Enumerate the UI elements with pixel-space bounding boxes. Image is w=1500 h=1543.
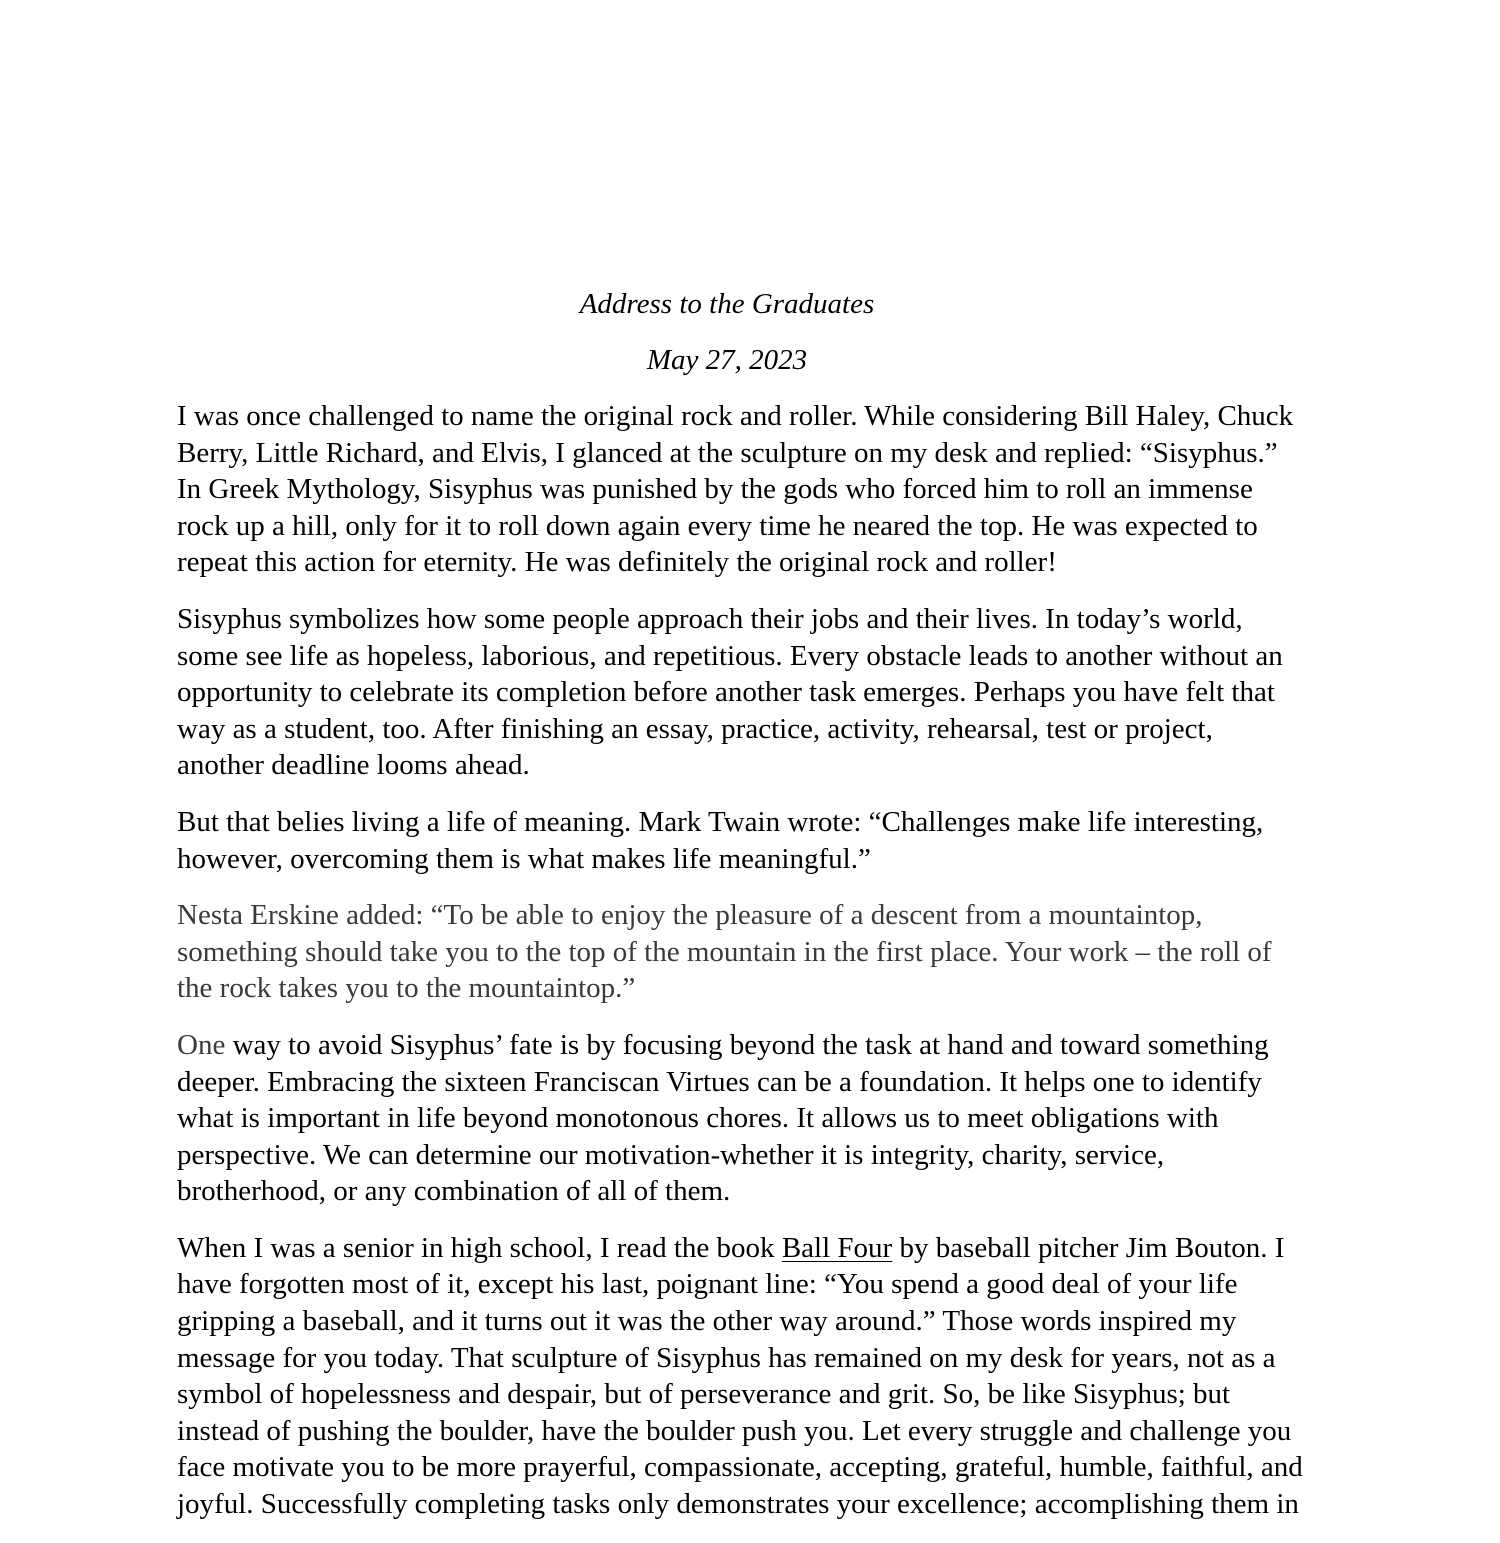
paragraph-rock-and-roller [177,398,1327,581]
text-line: But that belies living a life of meaning. Mark Twain wrote: “Challenges make life interesting, [177,805,1264,838]
text-line: brotherhood, or any combination of all of them. [177,1175,731,1208]
text-line: face motivate you to be more prayerful, compassionate, accepting, grateful, humble, faithful, and [177,1451,1303,1484]
text-line: Berry, Little Richard, and Elvis, I glanced at the sculpture on my desk and replied: “Sisyphus.” [177,436,1278,469]
text-line: however, overcoming them is what makes life meaningful.” [177,842,871,875]
text-line: instead of pushing the boulder, have the boulder push you. Let every struggle and challenge you [177,1414,1292,1447]
text-line: another deadline looms ahead. [177,749,530,782]
text-line: what is important in life beyond monotonous chores. It allows us to meet obligations with [177,1102,1219,1135]
text-line: joyful. Successfully completing tasks only demonstrates your excellence; accomplishing them in [177,1488,1299,1521]
text-line: perspective. We can determine our motivation-whether it is integrity, charity, service, [177,1138,1165,1171]
text-line: deeper. Embracing the sixteen Franciscan Virtues can be a foundation. It helps one to identify [177,1065,1262,1098]
book-title: Ball Four [781,1231,893,1264]
text-line: way as a student, too. After finishing an essay, practice, activity, rehearsal, test or project, [177,712,1213,745]
paragraph-ball-four [177,1230,1327,1523]
text-line: opportunity to celebrate its completion before another task emerges. Perhaps you have felt that [177,676,1275,709]
paragraph-nesta-erskine [177,897,1327,1007]
paragraph-franciscan-virtues [177,1027,1327,1210]
text-line: something should take you to the top of the mountain in the first place. Your work – the roll of [177,935,1272,968]
text-line [177,1230,1327,1267]
text-span: When I was a senior in high school, I read the book [177,1231,782,1264]
paragraph-mark-twain [177,804,1327,877]
text-span: way to avoid Sisyphus’ fate is by focusing beyond the task at hand and toward something [225,1028,1269,1061]
text-line: I was once challenged to name the original rock and roller. While considering Bill Haley, Chuck [177,400,1294,432]
text-line: rock up a hill, only for it to roll down again every time he neared the top. He was expected to [177,509,1258,542]
text-line: Nesta Erskine added: “To be able to enjoy the pleasure of a descent from a mountaintop, [177,899,1203,932]
text-line: Sisyphus symbolizes how some people approach their jobs and their lives. In today’s world, [177,602,1243,635]
text-line: have forgotten most of it, except his last, poignant line: “You spend a good deal of your life [177,1268,1238,1301]
text-line: repeat this action for eternity. He was definitely the original rock and roller! [177,546,1057,579]
text-line: some see life as hopeless, laborious, and repetitious. Every obstacle leads to another without an [177,639,1283,672]
text-span: by baseball pitcher Jim Bouton. I [892,1231,1285,1264]
text-line: gripping a baseball, and it turns out it was the other way around.” Those words inspired my [177,1305,1237,1338]
document-page [177,286,1327,1543]
text-line [177,1027,1327,1064]
document-date: May 27, 2023 [646,344,808,376]
text-line: message for you today. That sculpture of Sisyphus has remained on my desk for years, not as a [177,1341,1276,1374]
text-line: symbol of hopelessness and despair, but of perseverance and grit. So, be like Sisyphus; but [177,1378,1231,1411]
text-line: In Greek Mythology, Sisyphus was punished by the gods who forced him to roll an immense [177,473,1253,506]
paragraph-sisyphus-symbolizes [177,601,1327,784]
text-line: the rock takes you to the mountaintop.” [177,972,636,1005]
document-title: Address to the Graduates [579,288,875,320]
first-word: One [177,1028,226,1061]
